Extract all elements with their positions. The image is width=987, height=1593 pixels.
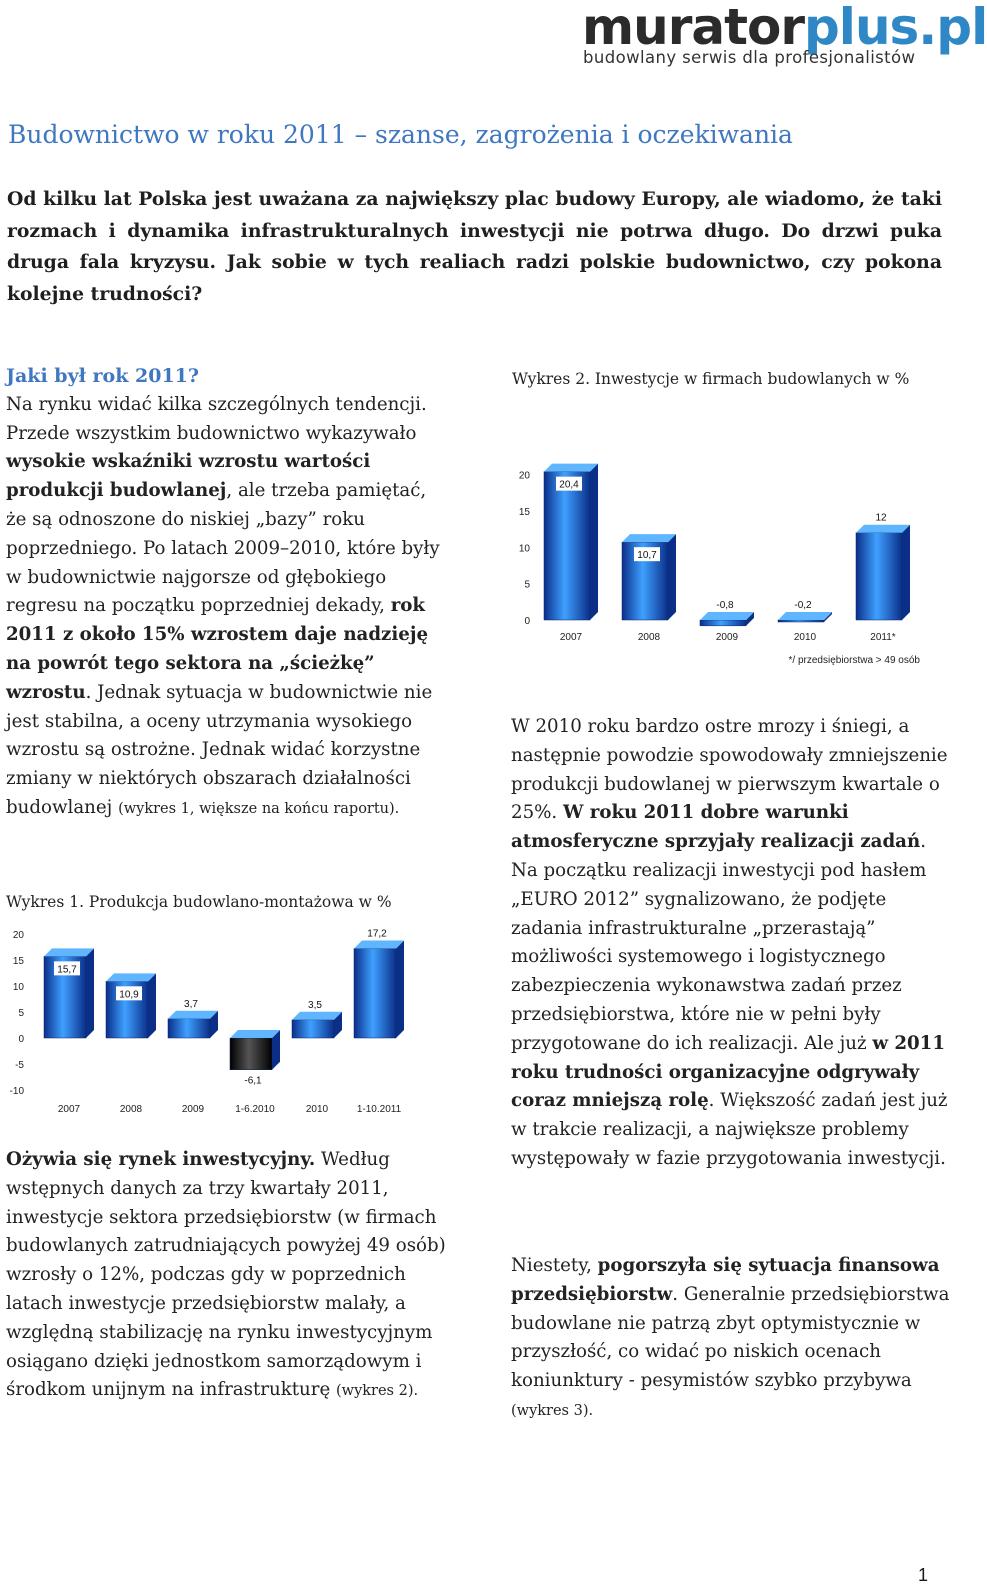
- bar-side: [148, 973, 156, 1038]
- logo: [582, 0, 987, 54]
- section3-text-3: . Większość zadań jest już w trakcie realizacji, a największe problemy występowały w fazie przygotowania inwestycji.: [511, 1090, 948, 1169]
- bar-side: [86, 948, 94, 1038]
- category-label: 2008: [119, 1104, 143, 1115]
- category-label: 2010: [305, 1104, 329, 1115]
- bar-top: [700, 612, 754, 620]
- section3-bold-1: W roku 2011 dobre warunki atmosferyczne sprzyjały realizacji zadań: [511, 802, 921, 853]
- bar: [700, 620, 746, 626]
- value-label: -0,2: [794, 600, 812, 611]
- y-tick-label: 5: [18, 1008, 24, 1019]
- bar-top: [622, 534, 676, 542]
- category-label: 2008: [637, 632, 661, 643]
- y-tick-label: 5: [524, 579, 530, 591]
- chart2-investments: [508, 430, 948, 680]
- bar-side: [590, 464, 598, 620]
- value-label: 10,9: [119, 989, 139, 1001]
- para-bold-1: wysokie wskaźniki wzrostu wartości produkcji budowlanej: [6, 451, 371, 502]
- section-paragraph: [6, 391, 446, 824]
- bar: [778, 620, 824, 622]
- section4-text-2: . Generalnie przedsiębiorstwa budowlane nie patrzą zbyt optymistycznie w przyszłość, co widać po niskich ocenach koniunktury - pesymistów szybko przybywa: [511, 1283, 950, 1392]
- bar-top: [44, 948, 94, 956]
- bar-top: [544, 464, 598, 472]
- value-label: 3,7: [184, 998, 198, 1010]
- para-text-1: Na rynku widać kilka szczególnych tendencji. Przede wszystkim budownictwo wykazywało: [6, 393, 427, 444]
- section-rok-2011: [6, 362, 446, 824]
- y-tick-label: 15: [518, 506, 530, 518]
- section3-text-1: W 2010 roku bardzo ostre mrozy i śniegi, a następnie powodzie spowodowały zmniejszenie produkcji budowlanej w pierwszym kwartale o 25%.: [511, 716, 948, 824]
- bar: [544, 472, 590, 620]
- category-label: 2011*: [870, 632, 896, 643]
- section3-bold-2: w 2011 roku trudności organizacyjne odgrywały coraz mniejszą rolę: [511, 1032, 945, 1112]
- bar-side: [668, 534, 676, 620]
- section2-text: Według wstępnych danych za trzy kwartały 2011, inwestycje sektora przedsiębiorstw (w firmach budowlanych zatrudniających powyżej 49 osób) wzrosły o 12%, podczas gdy w poprzednich latach inwestycje przedsiębiorstw malały, a względną stabilizację na rynku inwestycyjnym osiągano dzięki jednostkom samorządowym i środkom unijnym na infrastrukturę: [6, 1149, 446, 1401]
- y-tick-label: 0: [524, 616, 530, 627]
- para-text-3: . Jednak sytuacja w budownictwie nie jest stabilna, a oceny utrzymania wysokiego wzrostu są ostrożne. Jednak widać korzystne zmiany w niektórych obszarach działalności budowlanej: [6, 681, 433, 818]
- para-bold-2: rok 2011 z około 15% wzrostem daje nadzieję na powrót tego sektora na „ścieżkę” wzrostu: [6, 595, 429, 703]
- bar-side: [902, 525, 910, 620]
- bar-top: [106, 973, 156, 981]
- section-warunki: [511, 713, 951, 1174]
- value-label: -0,8: [716, 600, 734, 611]
- value-label: -6,1: [244, 1075, 262, 1087]
- logo-part2: plus.pl: [804, 0, 987, 56]
- y-tick-label: 10: [518, 543, 530, 555]
- value-label: 10,7: [637, 550, 657, 562]
- bar-top: [778, 612, 832, 620]
- section2-bold: Ożywia się rynek inwestycyjny.: [6, 1149, 316, 1170]
- page-number: 1: [918, 1565, 929, 1585]
- chart2-caption: Wykres 2. Inwestycje w firmach budowlanych w %: [512, 370, 910, 388]
- value-label: 15,7: [57, 964, 77, 976]
- value-label: 12: [875, 512, 887, 524]
- bar-side: [396, 941, 404, 1038]
- section4-bold: pogorszyła się sytuacja finansowa przedsiębiorstw: [511, 1255, 940, 1305]
- page-title: Budownictwo w roku 2011 – szanse, zagrożenia i oczekiwania: [8, 120, 793, 149]
- section3-text-2: . Na początku realizacji inwestycji pod hasłem „EURO 2012” sygnalizowano, że podjęte zadania infrastrukturalne „przerastają” możliwości systemowego i logistycznego zabezpieczenia wykonawstwa zadań przez przedsiębiorstwa, które nie w pełni były przygotowane do ich realizacji. Ale już: [511, 831, 927, 1054]
- bar: [292, 1020, 334, 1038]
- y-tick-label: 15: [12, 956, 24, 967]
- bar-top: [292, 1012, 342, 1020]
- para-text-2: , ale trzeba pamiętać, że są odnoszone do niskiej „bazy” roku poprzedniego. Po latach 2009–2010, które były w budownictwie najgorsze od głębokiego regresu na początku poprzedniej dekady,: [6, 480, 440, 617]
- chart1-production: [6, 912, 436, 1122]
- value-label: 17,2: [367, 928, 387, 940]
- bar-top: [856, 525, 910, 533]
- category-label: 2010: [793, 632, 817, 643]
- chart1-caption: Wykres 1. Produkcja budowlano-montażowa w %: [6, 893, 392, 911]
- para-small-ref: (wykres 1, większe na końcu raportu).: [118, 800, 400, 817]
- bar: [856, 533, 902, 620]
- bar-top: [230, 1030, 280, 1038]
- section4-text-1: Niestety,: [511, 1255, 598, 1276]
- y-tick-label: -10: [9, 1086, 24, 1097]
- category-label: 2009: [715, 632, 739, 643]
- value-label: 20,4: [559, 479, 579, 491]
- logo-tagline: budowlany serwis dla profesjonalistów: [583, 48, 916, 67]
- section2-small: (wykres 2).: [336, 1383, 419, 1400]
- section-finanse: [511, 1252, 951, 1426]
- section-rynek-inwestycyjny: [6, 1146, 446, 1406]
- category-label: 1-6.2010: [235, 1104, 275, 1115]
- y-tick-label: -5: [15, 1060, 24, 1071]
- section-heading: Jaki był rok 2011?: [6, 365, 200, 387]
- bar-top: [168, 1011, 218, 1019]
- logo-part1: murator: [582, 0, 805, 56]
- value-label: 3,5: [308, 999, 322, 1011]
- category-label: 2007: [57, 1104, 81, 1115]
- bar-top: [354, 941, 404, 949]
- section4-small: (wykres 3).: [511, 1402, 594, 1419]
- lead-paragraph: Od kilku lat Polska jest uważana za największy plac budowy Europy, ale wiadomo, że taki rozmach i dynamika infrastrukturalnych inwestycji nie potrwa długo. Do drzwi puka druga fala kryzysu. Jak sobie w tych realiach radzi polskie budownictwo, czy pokona kolejne trudności?: [7, 188, 942, 305]
- y-tick-label: 10: [12, 982, 24, 993]
- category-label: 2009: [181, 1104, 205, 1115]
- y-tick-label: 0: [18, 1034, 24, 1045]
- bar: [230, 1038, 272, 1070]
- y-tick-label: 20: [12, 930, 24, 941]
- category-label: 1-10.2011: [356, 1104, 402, 1115]
- chart-footnote: */ przedsiębiorstwa > 49 osób: [788, 655, 920, 666]
- bar: [168, 1019, 210, 1038]
- y-tick-label: 20: [518, 470, 530, 482]
- bar: [354, 949, 396, 1038]
- category-label: 2007: [559, 632, 583, 643]
